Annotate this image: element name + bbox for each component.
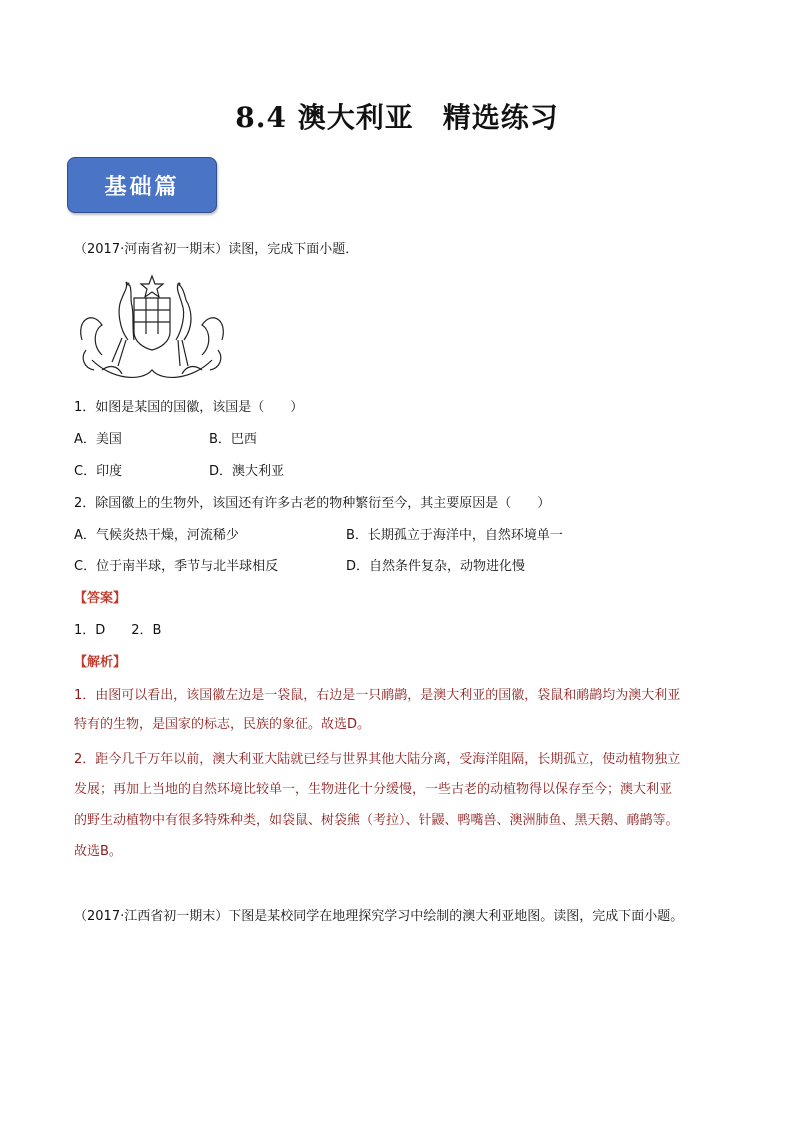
q1-option-b: B．巴西 (209, 432, 257, 447)
q2-stem: 2．除国徽上的生物外，该国还有许多古老的物种繁衍至今，其主要原因是（ ） (74, 496, 551, 511)
analysis-line: 发展；再加上当地的自然环境比较单一，生物进化十分缓慢，一些古老的动植物得以保存至今；澳大利亚 (74, 782, 673, 797)
analysis-line: 故选B。 (74, 844, 122, 859)
q2-option-d: D．自然条件复杂，动物进化慢 (346, 559, 526, 574)
q2-option-b: B．长期孤立于海洋中，自然环境单一 (346, 528, 563, 543)
analysis-line: 2．距今几千万年以前，澳大利亚大陆就已经与世界其他大陆分离，受海洋阻隔，长期孤立，使动植物独立 (74, 752, 681, 767)
coat-of-arms-image (72, 270, 232, 388)
q1-option-c: C．印度 (74, 464, 123, 479)
analysis-line: 的野生动植物中有很多特殊种类，如袋鼠、树袋熊（考拉）、针鼹、鸭嘴兽、澳洲肺鱼、黑天鹅、鸸鹋等。 (74, 813, 679, 828)
answer-label: 【答案】 (74, 591, 127, 606)
question-source: （2017·江西省初一期末）下图是某校同学在地理探究学习中绘制的澳大利亚地图。读图，完成下面小题。 (74, 909, 684, 924)
q1-stem: 1．如图是某国的国徽，该国是（ ） (74, 400, 304, 415)
section-badge: 基础篇 (67, 157, 217, 213)
question-source: （2017·河南省初一期末）读图，完成下面小题． (74, 242, 359, 257)
analysis-line: 1．由图可以看出，该国徽左边是一袋鼠，右边是一只鸸鹋，是澳大利亚的国徽，袋鼠和鸸鹋均为澳大利亚 (74, 688, 681, 703)
analysis-line: 特有的生物，是国家的标志，民族的象征。故选D。 (74, 717, 371, 732)
analysis-label: 【解析】 (74, 655, 127, 670)
q1-option-a: A．美国 (74, 432, 122, 447)
page-title: 8.4 澳大利亚 精选练习 (235, 101, 559, 134)
answer-text: 1．D 2．B (74, 623, 162, 638)
q1-option-d: D．澳大利亚 (209, 464, 285, 479)
q2-option-c: C．位于南半球，季节与北半球相反 (74, 559, 279, 574)
q2-option-a: A．气候炎热干燥，河流稀少 (74, 528, 239, 543)
